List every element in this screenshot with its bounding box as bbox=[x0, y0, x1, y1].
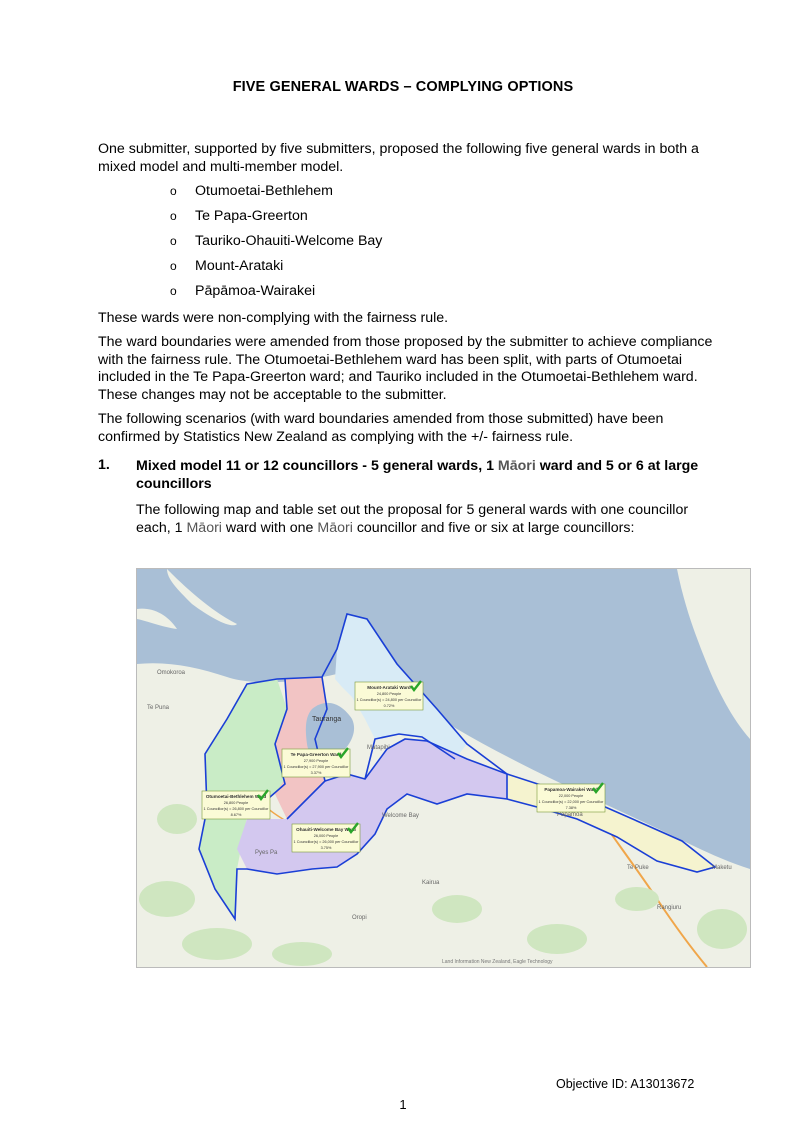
amended-paragraph: The ward boundaries were amended from those proposed by the submitter to achieve compliance with the fairness rule. The Otumoetai-Bethlehem ward has been split, with parts of Otumoetai included in the Te Papa-Greerton ward; and Tauriko included in the Otumoetai-Bethlehem ward. These changes may not be acceptable to the submitter. bbox=[98, 334, 713, 403]
list-item: o Pāpāmoa-Wairakei bbox=[170, 283, 316, 299]
ward-label-text: 3.75% bbox=[320, 846, 332, 850]
city-label: Tauranga bbox=[312, 716, 342, 723]
ward-label-text: Te Papa-Greerton Ward bbox=[290, 752, 342, 757]
ward-label-text: 1 Councillor(s) = 26,000 per Councillor bbox=[293, 840, 359, 844]
scenarios-paragraph: The following scenarios (with ward boundaries amended from those submitted) have been confirmed by Statistics New Zealand as complying with the +/- fairness rule. bbox=[98, 411, 664, 445]
ward-label-text: 22,000 People bbox=[558, 794, 584, 798]
ward-label-text: 24,800 People bbox=[376, 692, 402, 696]
place-label: Matapihi bbox=[367, 745, 390, 751]
ward-info-label bbox=[292, 823, 360, 852]
list-item: o Mount-Arataki bbox=[170, 258, 284, 274]
ward-info-label bbox=[537, 783, 605, 812]
ward-label-text: 1 Councillor(s) = 24,800 per Councillor bbox=[356, 698, 422, 702]
ward-map bbox=[136, 568, 751, 968]
place-label: Te Puke bbox=[627, 865, 649, 871]
list-item: o Otumoetai-Bethlehem bbox=[170, 183, 334, 199]
section-heading: Mixed model 11 or 12 councillors - 5 general wards, 1 Māori ward and 5 or 6 at large councillors bbox=[136, 458, 699, 492]
map-attribution: Land Information New Zealand, Eagle Technology bbox=[442, 959, 553, 965]
bullet-icon: o bbox=[170, 184, 177, 198]
place-label: Oropi bbox=[352, 915, 367, 921]
ward-info-label bbox=[282, 748, 350, 777]
ward-list bbox=[170, 181, 382, 306]
place-label: Omokoroa bbox=[157, 670, 186, 676]
noncomply-paragraph: These wards were non-complying with the fairness rule. bbox=[98, 310, 449, 326]
place-label: Rangiuru bbox=[657, 905, 682, 911]
ward-label-text: 27,900 People bbox=[303, 759, 329, 763]
ward-label-text: Otumoetai-Bethlehem Ward bbox=[205, 794, 267, 799]
place-label: Te Puna bbox=[147, 705, 170, 711]
page-number: 1 bbox=[399, 1097, 407, 1112]
place-label: Welcome Bay bbox=[382, 813, 419, 819]
ward-info-label bbox=[355, 681, 423, 710]
ward-label-text: 1 Councillor(s) = 26,800 per Councillor bbox=[203, 807, 269, 811]
ward-label-text: 0.72% bbox=[383, 704, 395, 708]
bullet-icon: o bbox=[170, 234, 177, 248]
ward-map-svg bbox=[137, 569, 750, 967]
list-item: o Te Papa-Greerton bbox=[170, 208, 308, 224]
place-label: Kairua bbox=[422, 880, 440, 886]
ward-label-text: 8.67% bbox=[230, 813, 242, 817]
bullet-icon: o bbox=[170, 284, 177, 298]
section-number: 1. bbox=[98, 457, 110, 473]
bullet-icon: o bbox=[170, 209, 177, 223]
bullet-icon: o bbox=[170, 259, 177, 273]
intro-paragraph: One submitter, supported by five submitters, proposed the following five general wards in both a mixed model and multi-member model. bbox=[98, 141, 699, 175]
objective-id: Objective ID: A13013672 bbox=[556, 1077, 695, 1091]
ward-label-text: 3.37% bbox=[310, 771, 322, 775]
ward-label-text: 1 Councillor(s) = 27,900 per Councillor bbox=[283, 765, 349, 769]
ward-label-text: 26,800 People bbox=[223, 801, 249, 805]
ward-label-text: 7.38% bbox=[565, 806, 577, 810]
place-label: Maketu bbox=[712, 865, 732, 871]
ward-label-text: 26,000 People bbox=[313, 834, 339, 838]
place-label: Papamoa bbox=[557, 812, 583, 818]
place-label: Pyes Pa bbox=[255, 850, 278, 856]
ward-label-text: Mount-Arataki Ward bbox=[367, 685, 411, 690]
ward-label-text: 1 Councillor(s) = 22,000 per Councillor bbox=[538, 800, 604, 804]
ward-label-text: Papamoa-Wairakei Ward bbox=[544, 787, 598, 792]
ward-info-label bbox=[202, 790, 270, 819]
section-text: The following map and table set out the proposal for 5 general wards with one councillor each, 1 Māori ward with one Māori councillor and five or six at large councillors: bbox=[136, 502, 689, 536]
ward-label-text: Ohauiti-Welcome Bay Ward bbox=[296, 827, 356, 832]
list-item: o Tauriko-Ohauiti-Welcome Bay bbox=[170, 233, 383, 249]
page-title: FIVE GENERAL WARDS – COMPLYING OPTIONS bbox=[232, 79, 574, 95]
